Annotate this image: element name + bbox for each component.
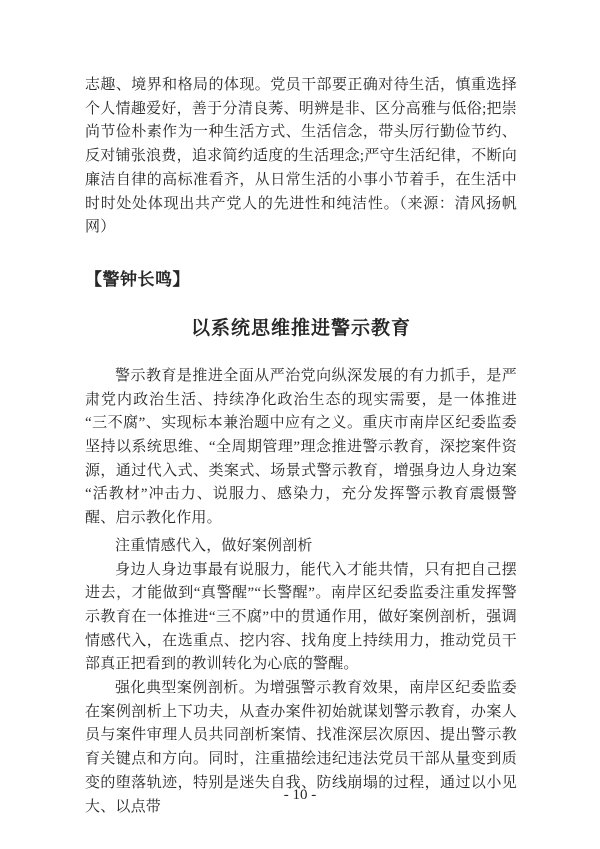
- paragraph-continued-from-previous-page: 志趣、境界和格局的体现。党员干部要正确对待生活，慎重选择个人情趣爱好，善于分清良莠、明辨是非、区分高雅与低俗;把崇尚节俭朴素作为一种生活方式、生活信念，带头厉行勤俭节约、反对铺张浪费，追求简约适度的生活理念;严守生活纪律，不断向廉洁自律的高标准看齐，从日常生活的小事小节着手，在生活中时时处处体现出共产党人的先进性和纯洁性。（来源：清风扬帆网）: [85, 77, 517, 236]
- paragraph-intro: 警示教育是推进全面从严治党向纵深发展的有力抓手，是严肃党内政治生活、持续净化政治生态的现实需要，是一体推进“三不腐”、实现标本兼治题中应有之义。重庆市南岸区纪委监委坚持以系统思维、“全周期管理”理念推进警示教育，深挖案件资源，通过代入式、类案式、场景式警示教育，增强身边人身边案“活教材”冲击力、说服力、感染力，充分发挥警示教育震慑警醒、启示教化作用。: [85, 367, 517, 527]
- page-number: - 10 -: [283, 787, 317, 803]
- subheading-case-analysis: 注重情感代入，做好案例剖析: [115, 537, 313, 554]
- section-header: 【警钟长鸣】: [85, 269, 190, 289]
- paragraph-typical-case: 强化典型案例剖析。为增强警示教育效果，南岸区纪委监委在案例剖析上下功夫，从查办案件初始就谋划警示教育，办案人员与案件审理人员共同剖析案情、找准深层次原因、提出警示教育关键点和方向。同时，注重描绘违纪违法党员干部从量变到质变的堕落轨迹，特别是迷失自我、防线崩塌的过程，通过以小见大、以点带: [85, 680, 517, 815]
- paragraph-empathy: 身边人身边事最有说服力，能代入才能共情，只有把自己摆进去，才能做到“真警醒”“长警醒”。南岸区纪委监委注重发挥警示教育在一体推进“三不腐”中的贯通作用，做好案例剖析，强调情感代入，在选重点、挖内容、找角度上持续用力，推动党员干部真正把看到的教训转化为心底的警醒。: [85, 561, 517, 673]
- page-content: [85, 74, 517, 819]
- article-title: 以系统思维推进警示教育: [190, 317, 411, 339]
